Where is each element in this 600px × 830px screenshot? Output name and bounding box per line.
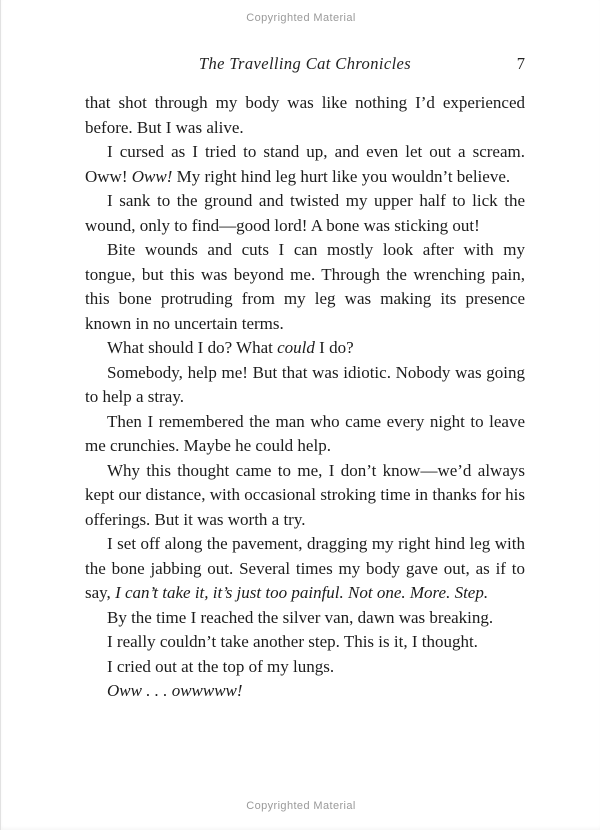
copyright-watermark-bottom: Copyrighted Material: [246, 800, 356, 812]
running-title: The Travelling Cat Chronicles: [198, 54, 412, 73]
paragraph: [85, 410, 525, 459]
paragraph: [85, 140, 525, 189]
paragraph: [85, 459, 525, 533]
text-segment: Then I remembered the man who came every night to leave me crunchies. Maybe he could help.: [85, 411, 525, 455]
italic-text-segment: I can’t take it, it’s just too painful. Not one. More. Step.: [115, 583, 489, 602]
paragraph: [85, 361, 525, 410]
text-segment: I sank to the ground and twisted my upper half to lick the wound, only to find—good lord! A bone was sticking out!: [85, 191, 525, 235]
text-segment: I do?: [314, 338, 354, 357]
text-segment: Why this thought came to me, I don’t know—we’d always kept our distance, with occasional stroking time in thanks for his offerings. But it was worth a try.: [85, 460, 525, 529]
text-segment: What should I do? What: [107, 338, 278, 357]
paragraph: [85, 679, 525, 704]
paragraph: [85, 630, 525, 655]
text-segment: I cried out at the top of my lungs.: [107, 656, 335, 676]
text-segment: By the time I reached the silver van, dawn was breaking.: [107, 607, 494, 627]
running-header: [85, 54, 525, 76]
paragraph: [85, 532, 525, 606]
page-body: [85, 91, 525, 704]
text-segment: My right hind leg hurt like you wouldn’t believe.: [172, 166, 511, 186]
text-segment: I cursed as I tried to stand up, and even let out a scream. Oww!: [85, 142, 525, 186]
italic-text-segment: Oww . . . owwwww!: [107, 681, 243, 700]
text-segment: Bite wounds and cuts I can mostly look after with my tongue, but this was beyond me. Through the wrenching pain, this bone protruding from my leg was making its presence known in no uncertain terms.: [85, 240, 525, 333]
text-segment: I set off along the pavement, dragging my right hind leg with the bone jabbing out. Several times my body gave out, as if to say,: [85, 534, 525, 602]
paragraph: [85, 655, 525, 680]
italic-text-segment: could: [277, 338, 315, 357]
text-segment: Somebody, help me! But that was idiotic. Nobody was going to help a stray.: [85, 362, 525, 406]
text-segment: that shot through my body was like nothing I’d experienced before. But I was alive.: [85, 93, 525, 137]
copyright-watermark-top: Copyrighted Material: [246, 12, 356, 24]
paragraph: [85, 91, 525, 140]
paragraph: [85, 336, 525, 361]
text-segment: I really couldn’t take another step. This is it, I thought.: [107, 632, 478, 651]
italic-text-segment: Oww!: [131, 166, 173, 186]
paragraph: [85, 189, 525, 238]
paragraph: [85, 606, 525, 631]
paragraph: [85, 238, 525, 336]
page-number: 7: [516, 54, 525, 73]
